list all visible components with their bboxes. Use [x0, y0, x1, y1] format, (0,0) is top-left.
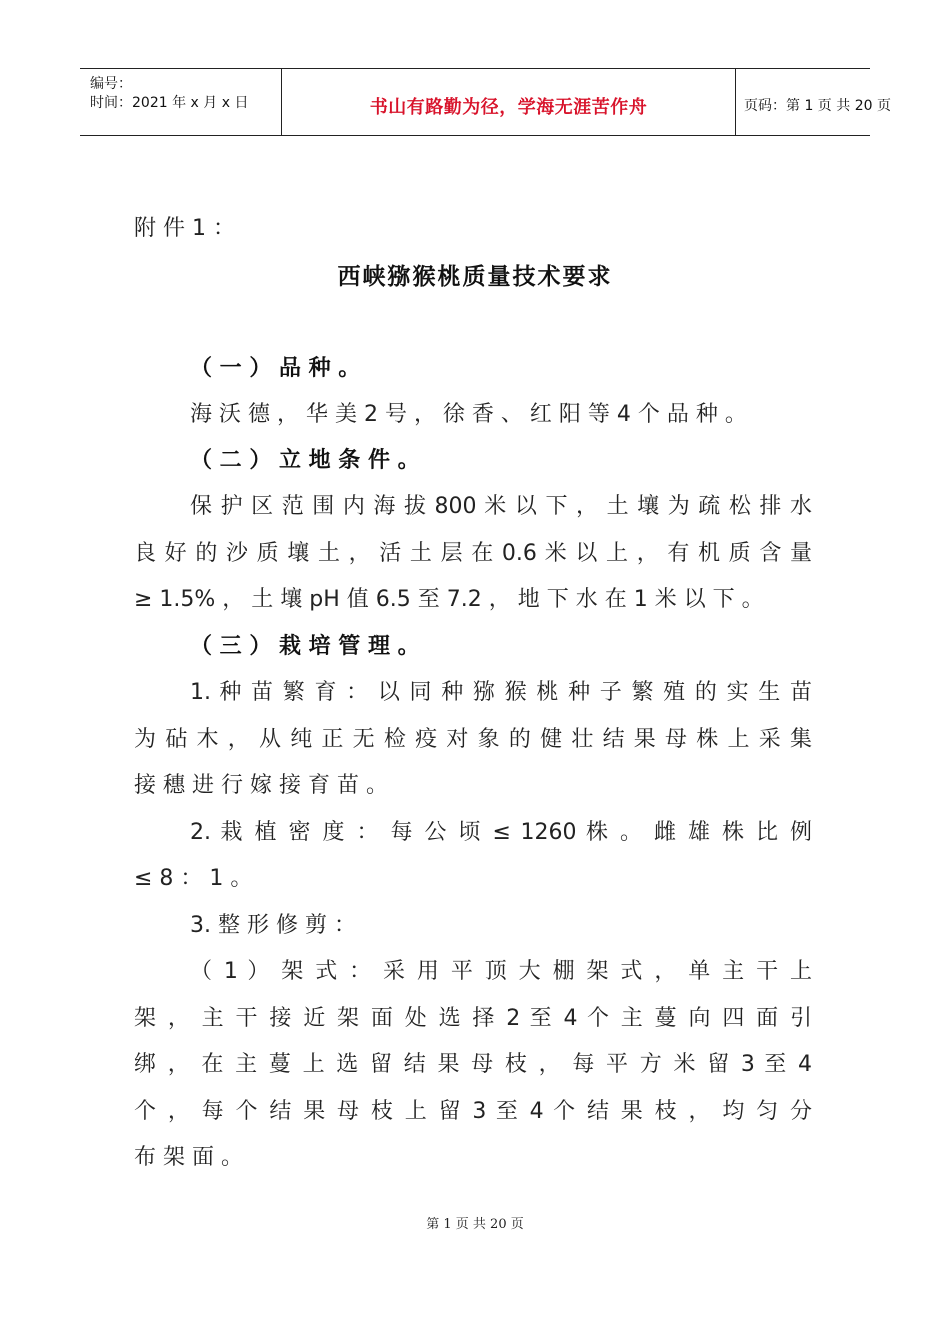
- header-motto-cell: [282, 69, 736, 135]
- section-heading-variety: （ 一 ） 品 种 。: [190, 356, 361, 381]
- paragraph-line: ≤ 8 ： 1 。: [134, 866, 253, 891]
- document-number-label: 编号：: [90, 76, 132, 92]
- document-date: 时间：2021 年 x 月 x 日: [90, 95, 249, 111]
- paragraph-line: 为 砧 木 ， 从 纯 正 无 检 疫 对 象 的 健 壮 结 果 母 株 上 采 集: [134, 727, 812, 752]
- page-footer: 第 1 页 共 20 页: [426, 1217, 524, 1232]
- paragraph-line: 海 沃 德 ， 华 美 2 号 ， 徐 香 、 红 阳 等 4 个 品 种 。: [190, 402, 747, 427]
- paragraph-line: 2. 栽 植 密 度 ： 每 公 顷 ≤ 1260 株 。 雌 雄 株 比 例: [190, 820, 813, 845]
- document-header: [80, 68, 891, 136]
- header-motto: 书山有路勤为径，学海无涯苦作舟: [369, 97, 648, 118]
- paragraph-line: 个 ， 每 个 结 果 母 枝 上 留 3 至 4 个 结 果 枝 ， 均 匀 分: [134, 1099, 812, 1124]
- header-meta-cell: [80, 69, 282, 135]
- header-page-info: 页码：第 1 页 共 20 页: [744, 98, 891, 114]
- paragraph-line: （ 1 ） 架 式 ： 采 用 平 顶 大 棚 架 式 ， 单 主 干 上: [190, 959, 812, 984]
- paragraph-line: ≥ 1.5% ， 土 壤 pH 值 6.5 至 7.2 ， 地 下 水 在 1 米 以 下 。: [134, 587, 764, 612]
- paragraph-line: 保 护 区 范 围 内 海 拔 800 米 以 下 ， 土 壤 为 疏 松 排 水: [190, 494, 812, 519]
- section-heading-site-conditions: （ 二 ） 立 地 条 件 。: [190, 448, 420, 473]
- paragraph-line: 1. 种 苗 繁 育 ： 以 同 种 猕 猴 桃 种 子 繁 殖 的 实 生 苗: [190, 680, 812, 705]
- document-title: 西峡猕猴桃质量技术要求: [337, 263, 613, 290]
- paragraph-line: 架 ， 主 干 接 近 架 面 处 选 择 2 至 4 个 主 蔓 向 四 面 引: [134, 1006, 812, 1031]
- header-page-cell: [736, 69, 891, 135]
- paragraph-line: 绑 ， 在 主 蔓 上 选 留 结 果 母 枝 ， 每 平 方 米 留 3 至 4: [134, 1052, 812, 1077]
- paragraph-line: 3. 整 形 修 剪 ：: [190, 913, 356, 938]
- paragraph-line: 接 穗 进 行 嫁 接 育 苗 。: [134, 773, 388, 798]
- attachment-label: 附 件 1 ：: [134, 216, 235, 241]
- paragraph-line: 良 好 的 沙 质 壤 土 ， 活 土 层 在 0.6 米 以 上 ， 有 机 质 含 量: [134, 541, 812, 566]
- section-heading-cultivation: （ 三 ） 栽 培 管 理 。: [190, 634, 420, 659]
- paragraph-line: 布 架 面 。: [134, 1145, 243, 1170]
